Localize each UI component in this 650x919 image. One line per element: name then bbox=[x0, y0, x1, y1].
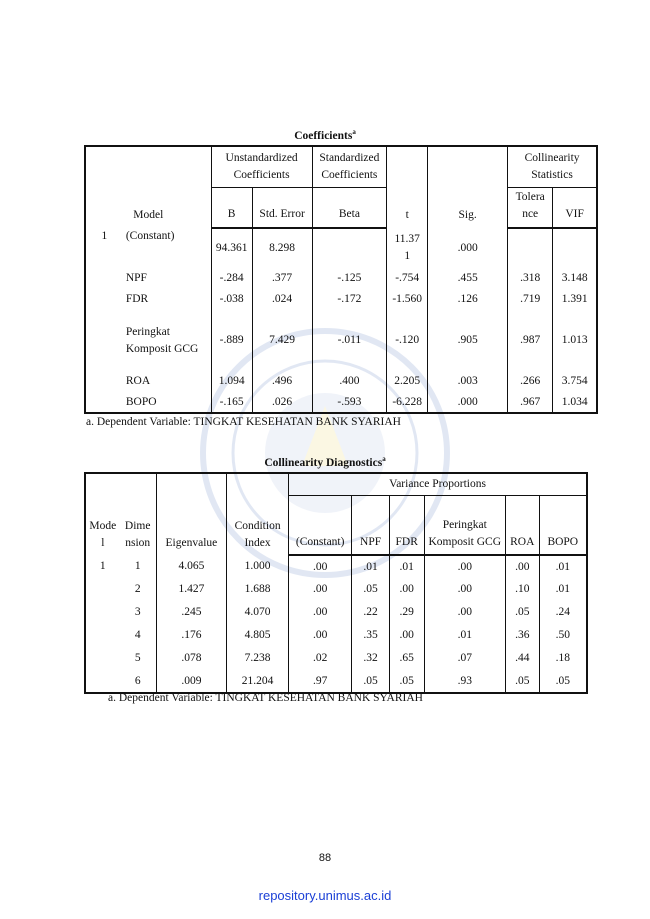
sig-cell: .003 bbox=[428, 371, 508, 392]
collinearity-statistics-header: Collinearity Statistics bbox=[508, 146, 597, 187]
table-row bbox=[85, 228, 597, 268]
eigenvalue-cell: .245 bbox=[156, 601, 226, 624]
table-row bbox=[85, 555, 587, 578]
table-row bbox=[85, 289, 597, 310]
fdr-proportion-cell: .65 bbox=[389, 647, 424, 670]
dimension-cell: 2 bbox=[134, 583, 141, 595]
bopo-proportion-cell: .18 bbox=[539, 647, 587, 670]
table-row bbox=[85, 268, 597, 289]
gcg-proportion-cell: .93 bbox=[424, 670, 505, 693]
model-number-cell: 1 bbox=[101, 230, 108, 242]
vif-cell: 1.034 bbox=[553, 392, 597, 413]
bopo-proportion-cell: .50 bbox=[539, 624, 587, 647]
b-cell: -.889 bbox=[211, 310, 252, 371]
model-number-cell: 1 bbox=[99, 560, 106, 572]
npf-proportion-cell: .32 bbox=[352, 647, 390, 670]
b-cell: -.165 bbox=[211, 392, 252, 413]
dimension-cell: 6 bbox=[134, 674, 141, 687]
tolerance-cell: .318 bbox=[508, 268, 553, 289]
unstandardized-header: Unstandardized Coefficients bbox=[211, 146, 312, 187]
std-error-cell: 7.429 bbox=[252, 310, 312, 371]
std-error-cell: 8.298 bbox=[252, 228, 312, 268]
condition-index-header: Condition Index bbox=[227, 473, 289, 555]
variable-name-cell: BOPO bbox=[125, 395, 157, 408]
roa-proportion-cell: .00 bbox=[505, 555, 539, 578]
variable-name-cell: Peringkat Komposit GCG bbox=[125, 325, 199, 355]
dimension-cell: 5 bbox=[134, 652, 141, 664]
table-row bbox=[85, 392, 597, 413]
npf-proportion-cell: .35 bbox=[352, 624, 390, 647]
b-cell: -.038 bbox=[211, 289, 252, 310]
constant-proportion-cell: .00 bbox=[289, 555, 352, 578]
sig-cell: .000 bbox=[428, 392, 508, 413]
beta-cell: -.011 bbox=[312, 310, 387, 371]
collinearity-title: Collinearity Diagnostics$^a$ bbox=[264, 455, 386, 469]
dimension-cell: 4 bbox=[134, 629, 141, 641]
vif-header: VIF bbox=[553, 187, 597, 228]
tolerance-cell: .719 bbox=[508, 289, 553, 310]
t-cell: -6.228 bbox=[387, 392, 428, 413]
constant-proportion-cell: .00 bbox=[289, 624, 352, 647]
roa-proportion-cell: .05 bbox=[505, 670, 539, 693]
roa-proportion-cell: .44 bbox=[505, 647, 539, 670]
fdr-proportion-cell: .29 bbox=[389, 601, 424, 624]
eigenvalue-header: Eigenvalue bbox=[156, 473, 226, 555]
sig-cell: .000 bbox=[428, 228, 508, 268]
std-error-cell: .377 bbox=[252, 268, 312, 289]
eigenvalue-cell: .176 bbox=[156, 624, 226, 647]
vif-cell: 3.754 bbox=[553, 371, 597, 392]
beta-cell: -.593 bbox=[312, 392, 387, 413]
npf-proportion-cell: .01 bbox=[352, 555, 390, 578]
eigenvalue-cell: .009 bbox=[156, 670, 226, 693]
repository-link[interactable]: repository.unimus.ac.id bbox=[258, 888, 392, 903]
gcg-header: Peringkat Komposit GCG bbox=[424, 495, 505, 555]
b-cell: 1.094 bbox=[211, 371, 252, 392]
b-cell: -.284 bbox=[211, 268, 252, 289]
eigenvalue-cell: .078 bbox=[156, 647, 226, 670]
npf-proportion-cell: .22 bbox=[352, 601, 390, 624]
gcg-proportion-cell: .07 bbox=[424, 647, 505, 670]
gcg-proportion-cell: .00 bbox=[424, 555, 505, 578]
gcg-proportion-cell: .01 bbox=[424, 624, 505, 647]
sig-cell: .905 bbox=[428, 310, 508, 371]
t-cell: -1.560 bbox=[387, 289, 428, 310]
constant-proportion-cell: .97 bbox=[289, 670, 352, 693]
bopo-proportion-cell: .05 bbox=[539, 670, 587, 693]
condition-index-cell: 4.805 bbox=[227, 624, 289, 647]
tolerance-cell: .266 bbox=[508, 371, 553, 392]
model-header: Mode l bbox=[89, 520, 117, 549]
table-row bbox=[85, 310, 597, 371]
vif-cell: 3.148 bbox=[553, 268, 597, 289]
t-cell: 2.205 bbox=[387, 371, 428, 392]
bopo-proportion-cell: .24 bbox=[539, 601, 587, 624]
t-cell: -.120 bbox=[387, 310, 428, 371]
beta-cell: -.125 bbox=[312, 268, 387, 289]
constant-proportion-cell: .00 bbox=[289, 601, 352, 624]
fdr-proportion-cell: .00 bbox=[389, 624, 424, 647]
tolerance-header: Tolera nce bbox=[508, 187, 553, 228]
tolerance-cell: .967 bbox=[508, 392, 553, 413]
roa-proportion-cell: .05 bbox=[505, 601, 539, 624]
table-row bbox=[85, 670, 587, 693]
roa-header: ROA bbox=[505, 495, 539, 555]
constant-proportion-cell: .02 bbox=[289, 647, 352, 670]
sig-cell: .126 bbox=[428, 289, 508, 310]
sig-cell: .455 bbox=[428, 268, 508, 289]
tolerance-cell bbox=[508, 228, 553, 268]
table-row bbox=[85, 624, 587, 647]
coefficients-title: Coefficients$^a$ bbox=[294, 128, 356, 142]
dimension-cell: 1 bbox=[134, 560, 141, 572]
table-row bbox=[85, 601, 587, 624]
table-row bbox=[85, 578, 587, 601]
variable-name-cell: (Constant) bbox=[125, 230, 175, 242]
collinearity-footnote: a. Dependent Variable: TINGKAT KESEHATAN BANK SYARIAH bbox=[108, 692, 423, 704]
bopo-header: BOPO bbox=[539, 495, 587, 555]
npf-header: NPF bbox=[352, 495, 390, 555]
beta-cell: .400 bbox=[312, 371, 387, 392]
variable-name-cell: FDR bbox=[125, 293, 149, 305]
std-error-cell: .026 bbox=[252, 392, 312, 413]
vif-cell: 1.391 bbox=[553, 289, 597, 310]
vif-cell: 1.013 bbox=[553, 310, 597, 371]
fdr-proportion-cell: .01 bbox=[389, 555, 424, 578]
condition-index-cell: 21.204 bbox=[227, 670, 289, 693]
t-header: t bbox=[387, 146, 428, 228]
eigenvalue-cell: 4.065 bbox=[156, 555, 226, 578]
variable-name-cell: ROA bbox=[125, 375, 151, 387]
gcg-proportion-cell: .00 bbox=[424, 601, 505, 624]
roa-proportion-cell: .10 bbox=[505, 578, 539, 601]
dimension-header: Dime nsion bbox=[124, 520, 151, 549]
table-row bbox=[85, 647, 587, 670]
std-error-header: Std. Error bbox=[252, 187, 312, 228]
b-cell: 94.361 bbox=[211, 228, 252, 268]
b-header: B bbox=[211, 187, 252, 228]
std-error-cell: .496 bbox=[252, 371, 312, 392]
model-header: Model bbox=[133, 209, 164, 221]
fdr-proportion-cell: .05 bbox=[389, 670, 424, 693]
t-cell: 11.37 1 bbox=[387, 228, 428, 268]
t-cell: -.754 bbox=[387, 268, 428, 289]
beta-cell bbox=[312, 228, 387, 268]
coefficients-table bbox=[84, 145, 598, 414]
collinearity-diagnostics-table bbox=[84, 472, 588, 694]
standardized-header: Standardized Coefficients bbox=[312, 146, 387, 187]
npf-proportion-cell: .05 bbox=[352, 670, 390, 693]
beta-header: Beta bbox=[312, 187, 387, 228]
npf-proportion-cell: .05 bbox=[352, 578, 390, 601]
fdr-header: FDR bbox=[389, 495, 424, 555]
fdr-proportion-cell: .00 bbox=[389, 578, 424, 601]
roa-proportion-cell: .36 bbox=[505, 624, 539, 647]
vif-cell bbox=[553, 228, 597, 268]
gcg-proportion-cell: .00 bbox=[424, 578, 505, 601]
table-row bbox=[85, 371, 597, 392]
condition-index-cell: 7.238 bbox=[227, 647, 289, 670]
constant-header: (Constant) bbox=[289, 495, 352, 555]
sig-header: Sig. bbox=[428, 146, 508, 228]
page-number: 88 bbox=[318, 852, 332, 864]
variance-proportions-header: Variance Proportions bbox=[289, 473, 587, 495]
constant-proportion-cell: .00 bbox=[289, 578, 352, 601]
dimension-cell: 3 bbox=[134, 606, 141, 618]
condition-index-cell: 1.688 bbox=[227, 578, 289, 601]
beta-cell: -.172 bbox=[312, 289, 387, 310]
tolerance-cell: .987 bbox=[508, 310, 553, 371]
condition-index-cell: 4.070 bbox=[227, 601, 289, 624]
coefficients-footnote: a. Dependent Variable: TINGKAT KESEHATAN BANK SYARIAH bbox=[86, 416, 401, 428]
condition-index-cell: 1.000 bbox=[227, 555, 289, 578]
bopo-proportion-cell: .01 bbox=[539, 578, 587, 601]
eigenvalue-cell: 1.427 bbox=[156, 578, 226, 601]
bopo-proportion-cell: .01 bbox=[539, 555, 587, 578]
std-error-cell: .024 bbox=[252, 289, 312, 310]
variable-name-cell: NPF bbox=[125, 272, 147, 284]
